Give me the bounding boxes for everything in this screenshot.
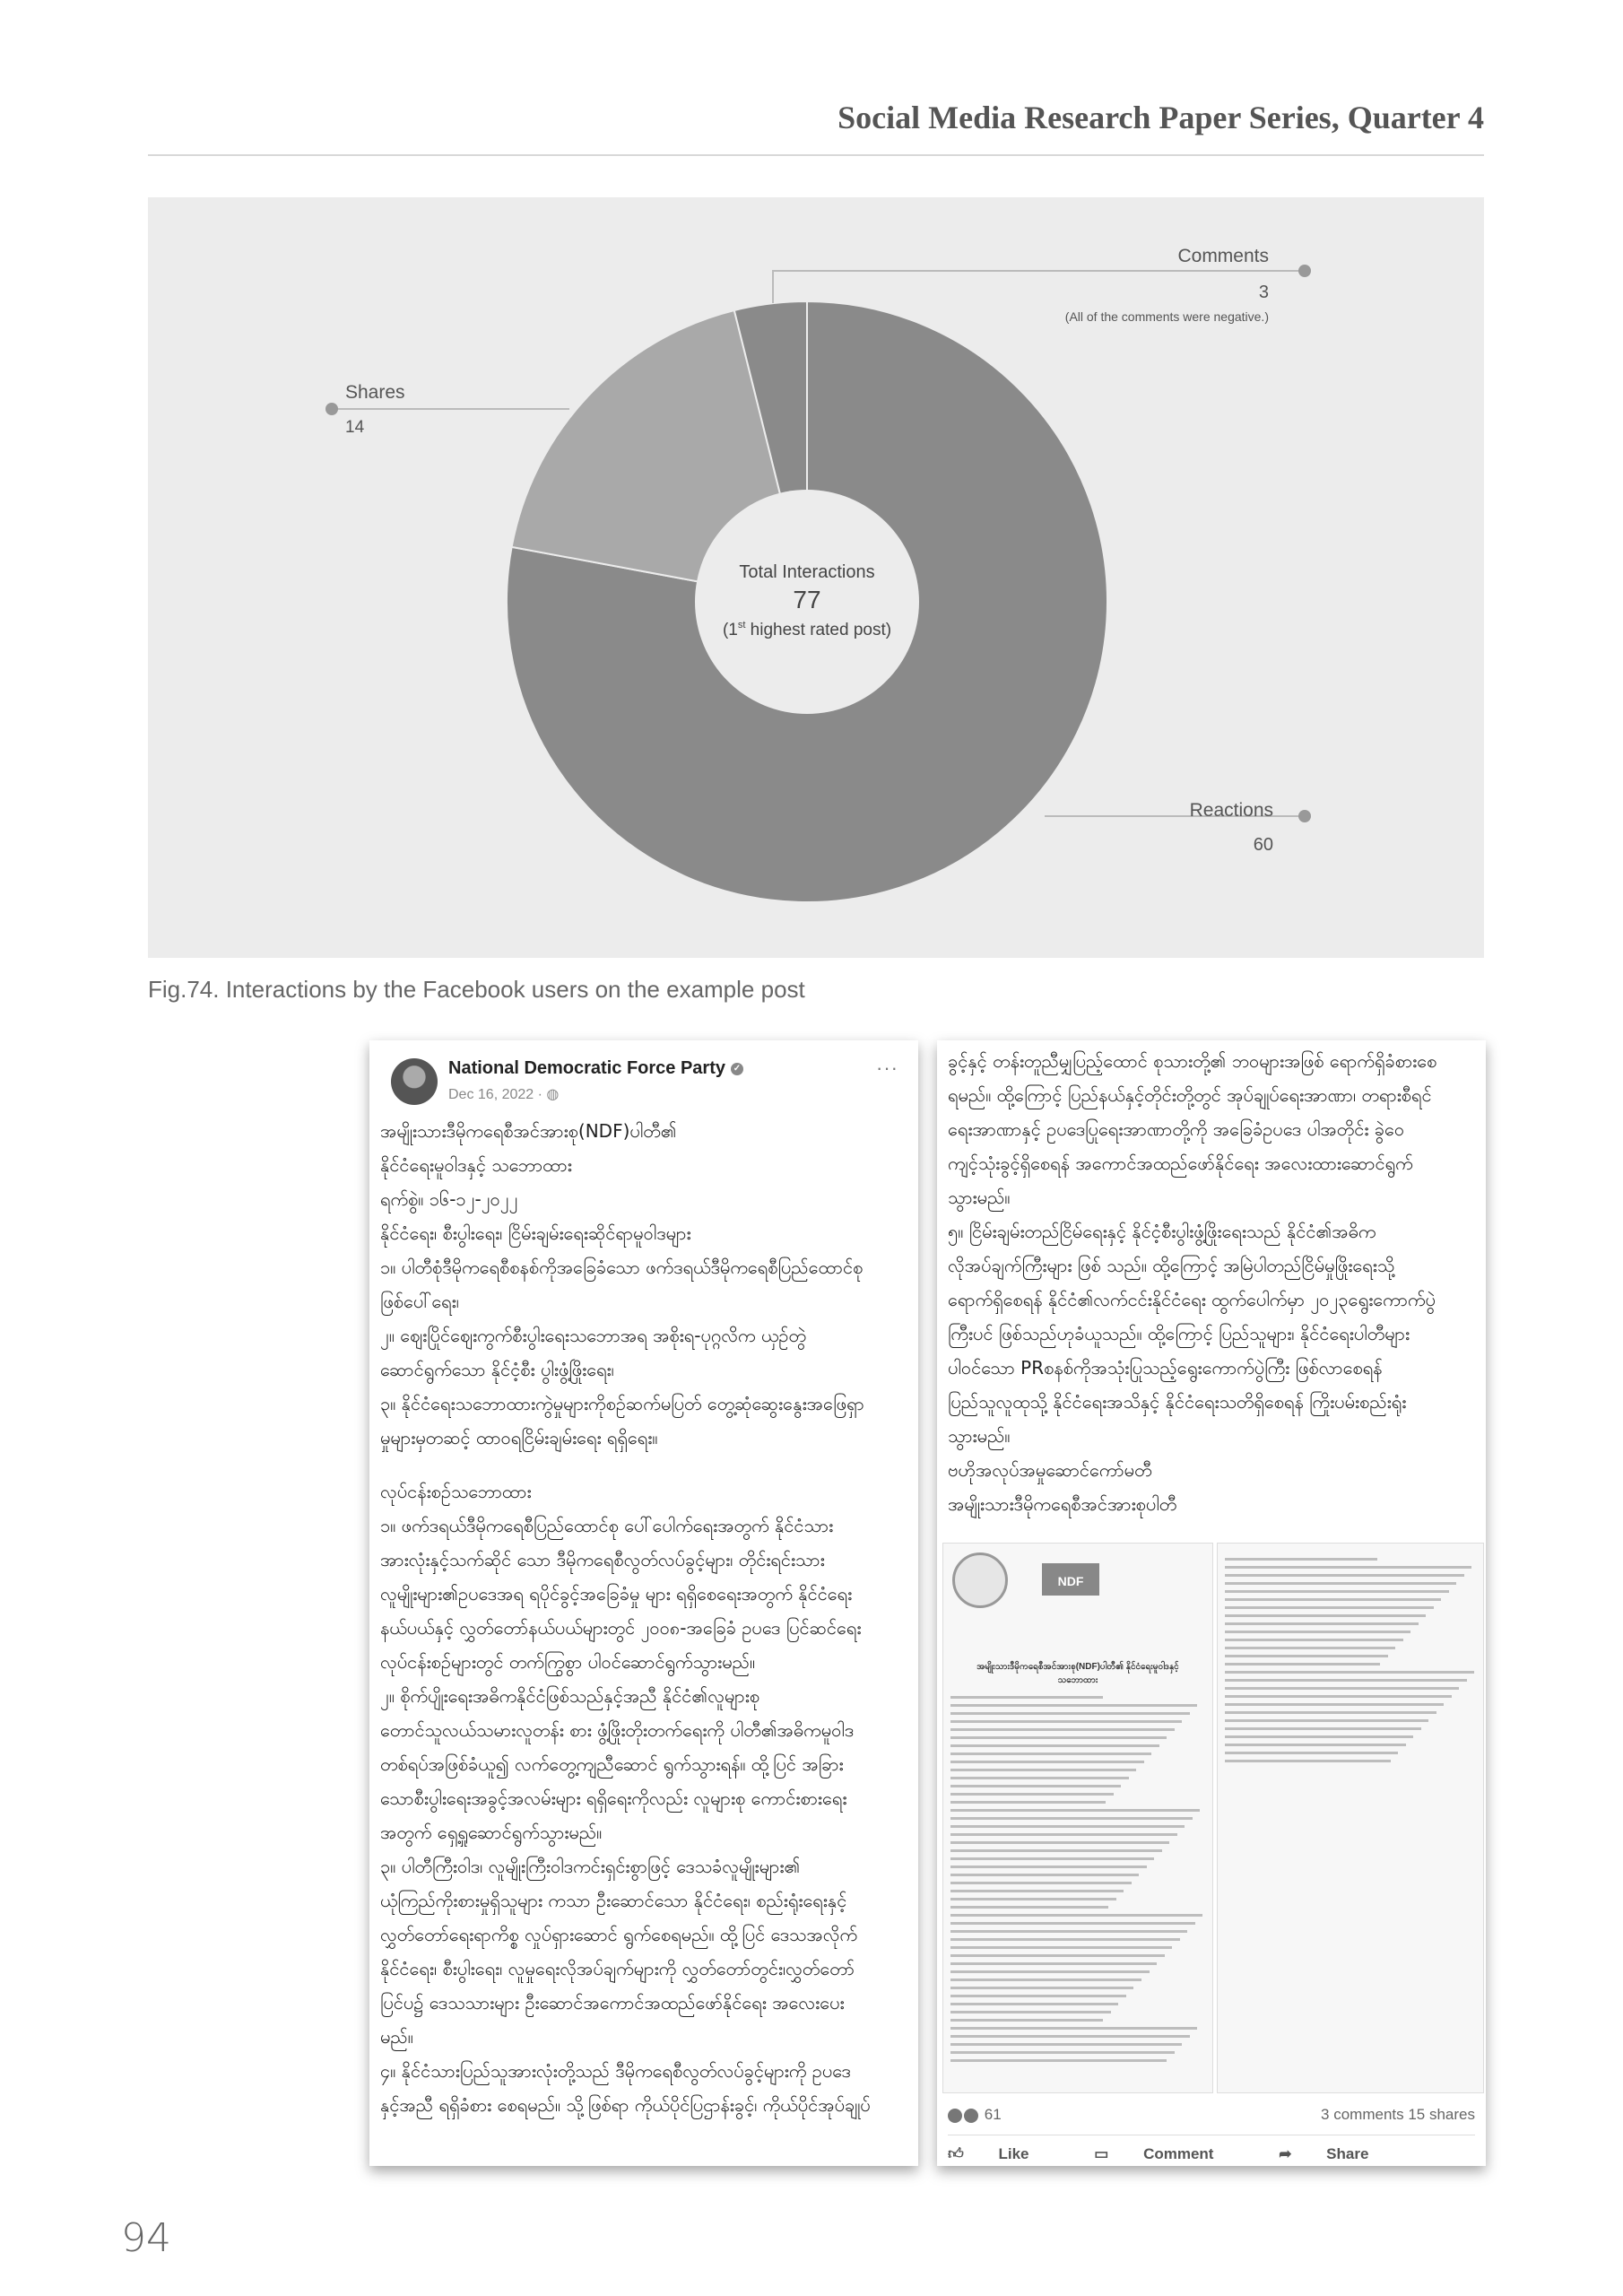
post-line: လွှတ်တော်ရေးရာကိစ္စ လှုပ်ရှားဆောင် ရွက်စေရမည်။ ထို့ပြင် ဒေသအလိုက်	[380, 1924, 858, 1945]
document-line	[950, 1761, 1144, 1763]
document-line	[950, 1906, 1108, 1909]
center-title: Total Interactions	[739, 562, 875, 582]
attached-document-image-1[interactable]	[942, 1543, 1213, 2093]
post-line: ၂။ စိုက်ပျိုးရေးအဓိကနိုင်ငံဖြစ်သည်နှင့်အညီ နိုင်ငံ၏လူများစု	[380, 1685, 760, 1707]
document-line	[950, 1825, 1185, 1828]
comment-icon: ▭	[1094, 2145, 1114, 2162]
post-date-text[interactable]: Dec 16, 2022 ·	[448, 1087, 547, 1102]
post-line: လုပ်ငန်းစဉ်သဘောထား	[380, 1481, 532, 1502]
post-author-name[interactable]: National Democratic Force Party	[448, 1058, 725, 1078]
post-line: ဖြစ်ပေါ်ရေး၊	[380, 1291, 459, 1312]
post-line: သွားမည်။	[948, 1187, 1011, 1208]
document-line	[950, 1857, 1154, 1860]
avatar[interactable]	[391, 1058, 438, 1105]
document-line	[1225, 1663, 1380, 1665]
document-line	[950, 1712, 1190, 1715]
document-line	[950, 2003, 1118, 2005]
post-actions	[948, 2135, 1475, 2163]
post-line: ယုံကြည်ကိုးစားမှုရှိသူများ ကသာ ဦးဆောင်သော နိုင်ငံရေး၊ စည်းရုံးရေးနှင့်	[380, 1890, 847, 1911]
ndf-logo: NDF	[1042, 1563, 1099, 1596]
post-line: အတွက် ရှေ့ရှုဆောင်ရွက်သွားမည်။	[380, 1822, 603, 1843]
document-title: အမျိုးသားဒီမိုကရေစီအင်အားစု(NDF)ပါတီ၏ နိုင်ငံရေးမူဝါဒနှင့် သဘောထား	[976, 1662, 1179, 1685]
document-line	[1225, 1703, 1444, 1706]
post-line: ပါဝင်သော PRစနစ်ကိုအသုံးပြုသည့်ရွေးကောက်ပွဲကြီး ဖြစ်လာစေရန်	[948, 1357, 1383, 1378]
document-line	[950, 1970, 1150, 1973]
post-line: ၄။ နိုင်ငံသားပြည်သူအားလုံးတို့သည် ဒီမိုကရေစီလွတ်လပ်ခွင့်များကို ဥပဒေ	[380, 2060, 851, 2082]
document-line	[950, 2027, 1197, 2030]
document-line	[950, 1898, 1116, 1900]
document-line	[1225, 1558, 1377, 1561]
document-line	[950, 1833, 1177, 1836]
more-options-icon[interactable]: ···	[876, 1057, 898, 1079]
center-rank: (1st highest rated post)	[722, 620, 892, 639]
document-line	[950, 1801, 1106, 1804]
interactions-chart	[148, 197, 1484, 958]
document-line	[950, 1728, 1175, 1731]
post-line: ပြည်သူလူထုသို့ နိုင်ငံရေးအသိနှင့် နိုင်ငံရေးသတိရှိစေရန် ကြိုးပမ်းစည်းရုံး	[948, 1391, 1407, 1413]
document-line	[1225, 1606, 1434, 1609]
rank-text: highest rated post)	[745, 621, 892, 639]
post-line: နိုင်ငံရေးမူဝါဒနှင့် သဘောထား	[380, 1154, 572, 1176]
callout-dot-reactions	[1298, 810, 1311, 822]
post-line: နယ်ပယ်နှင့် လွှတ်တော်နယ်ပယ်များတွင် ၂၀၀၈-အခြေခံ ဥပဒေ ပြင်ဆင်ရေး	[380, 1617, 862, 1639]
post-line: ၂။ ဈေးပြိုင်ဈေးကွက်စီးပွါးရေးသဘောအရ အစိုးရ-ပုဂ္ဂလိက ယှဉ်တွဲ	[380, 1325, 806, 1346]
document-line	[950, 2043, 1182, 2046]
post-header	[380, 1057, 909, 1110]
document-line	[950, 1696, 1103, 1699]
document-line	[950, 2051, 1175, 2054]
document-line	[950, 1979, 1141, 1981]
document-line	[1225, 1574, 1464, 1577]
running-header: Social Media Research Paper Series, Quarter 4	[838, 100, 1484, 135]
post-stats	[948, 2106, 1475, 2124]
comments-note: (All of the comments were negative.)	[1064, 309, 1269, 324]
document-line	[1225, 1679, 1467, 1682]
document-line	[950, 1866, 1147, 1868]
document-line	[1225, 1727, 1421, 1730]
post-line: ရောက်ရှိစေရန် နိုင်ငံ၏လက်ငင်းနိုင်ငံရေး ထွက်ပေါက်မှာ ၂၀၂၃ရွေးကောက်ပွဲ	[948, 1289, 1436, 1310]
post-line: လိုအပ်ချက်ကြီးများ ဖြစ် သည်။ ထို့ကြောင့် အမြဲပါတည်ငြိမ်မှုဖြိုးရေးသို့	[948, 1255, 1395, 1276]
label-comments: Comments	[1177, 246, 1269, 266]
post-line: ဆောင်ရွက်သော နိုင်ငံ့စီး ပွါးဖွံ့ဖြိုးရေး၊	[380, 1359, 614, 1380]
document-line	[1225, 1647, 1395, 1649]
post-line: အမျိုးသားဒီမိုကရေစီအင်အားစု(NDF)ပါတီ၏	[380, 1120, 677, 1142]
post-line: ခွင့်နှင့် တန်းတူညီမျှပြည့်ထောင် စုသားတို့၏ ဘဝများအဖြစ် ရောက်ရှိခံစားစေ	[948, 1050, 1437, 1072]
post-author[interactable]	[448, 1058, 743, 1079]
party-seal-image	[952, 1552, 1008, 1608]
post-line: သောစီးပွါးရေးအခွင့်အလမ်းများ ရရှိရေးကိုလည်း လူများစု ကောင်းစားရေး	[380, 1787, 847, 1809]
document-line	[950, 1922, 1195, 1925]
reaction-icon	[948, 2109, 962, 2123]
document-line	[950, 1962, 1157, 1965]
document-line	[1225, 1582, 1456, 1585]
document-line	[1225, 1566, 1471, 1569]
document-line	[950, 1914, 1202, 1917]
document-line	[950, 1874, 1139, 1876]
callout-dot-comments	[1298, 265, 1311, 277]
post-line: မည်။	[380, 2026, 413, 2048]
callout-line-comments	[773, 271, 1305, 303]
document-line	[950, 1704, 1197, 1707]
facebook-post-panel-right	[937, 1040, 1486, 2166]
document-line	[950, 2011, 1111, 2013]
document-line	[1225, 1744, 1406, 1746]
thumbs-up-icon: 👍︎	[948, 2145, 968, 2162]
document-line	[950, 2019, 1103, 2022]
reaction-count[interactable]: 61	[984, 2106, 1002, 2123]
post-line: ၅။ ငြိမ်းချမ်းတည်ငြိမ်ရေးနှင့် နိုင်ငံ့စီးပွါးဖွံ့ဖြိုးရေးသည် နိုင်ငံ၏အဓိက	[948, 1221, 1376, 1242]
like-button[interactable]	[948, 2145, 1060, 2162]
document-line	[950, 1954, 1165, 1957]
document-line	[950, 1890, 1124, 1892]
post-date[interactable]	[448, 1085, 559, 1103]
document-line	[950, 1930, 1187, 1933]
document-line	[950, 1849, 1162, 1852]
comment-label: Comment	[1143, 2145, 1214, 2162]
document-line	[1225, 1760, 1391, 1762]
post-line: ရေးအာဏာနှင့် ဥပဒေပြုရေးအာဏာတို့ကို အခြေခံဥပဒေ ပါအတိုင်း ခွဲဝေ	[948, 1118, 1405, 1140]
document-line	[1225, 1695, 1452, 1698]
share-button[interactable]	[1279, 2145, 1399, 2162]
post-line: တစ်ရပ်အဖြစ်ခံယူ၍ လက်တွေ့ကျညီဆောင် ရွက်သွားရန်။ ထို့ပြင် အခြား	[380, 1753, 844, 1775]
post-body-continued	[948, 1044, 1479, 1521]
attached-document-image-2[interactable]	[1217, 1543, 1484, 2093]
post-line: ပြင်ပ၌ ဒေသသားများ ဦးဆောင်အကောင်အထည်ဖော်နိုင်ရေး အလေးပေး	[380, 1992, 845, 2013]
share-label: Share	[1326, 2145, 1369, 2162]
post-body	[380, 1114, 909, 2122]
document-line	[1225, 1622, 1419, 1625]
document-line	[1225, 1711, 1436, 1714]
post-line: ၃။ ပါတီကြီး၀ါဒ၊ လူမျိုးကြီး၀ါဒကင်းရှင်းစွာဖြင့် ဒေသခံလူမျိုးများ၏	[380, 1856, 801, 1877]
document-line	[950, 1882, 1132, 1884]
figure-caption: Fig.74. Interactions by the Facebook users on the example post	[148, 976, 805, 1003]
post-line: ဗဟိုအလုပ်အမှုဆောင်ကော်မတီ	[948, 1459, 1152, 1481]
document-text-lines	[950, 1696, 1205, 2067]
document-line	[1225, 1719, 1428, 1722]
post-line: ကျင့်သုံးခွင့်ရှိစေရန် အကောင်အထည်ဖော်နိုင်ရေး အလေးထားဆောင်ရွက်	[948, 1152, 1413, 1174]
document-line	[950, 1995, 1126, 1997]
post-line: ရက်စွဲ။ ၁၆-၁၂-၂၀၂၂	[380, 1188, 518, 1210]
callout-dot-shares	[325, 403, 338, 415]
document-line	[950, 1987, 1133, 1989]
post-line: ၁။ ဖက်ဒရယ်ဒီမိုကရေစီပြည်ထောင်စု ပေါ်ပေါက်ရေးအတွက် နိုင်ငံသား	[380, 1515, 834, 1536]
donut-chart-svg	[148, 197, 1484, 958]
value-shares: 14	[345, 418, 365, 437]
post-line: လူမျိုးများ၏ဥပဒေအရ ရပိုင်ခွင့်အခြေခံမှု များ ရရှိစေရေးအတွက် နိုင်ငံရေး	[380, 1583, 853, 1605]
document-line	[950, 1841, 1169, 1844]
share-icon: ➦	[1279, 2145, 1297, 2162]
like-label: Like	[998, 2145, 1029, 2162]
document-line	[1225, 1598, 1441, 1601]
document-line	[950, 1938, 1180, 1941]
facebook-post-panel-left	[369, 1040, 918, 2166]
document-line	[950, 1785, 1121, 1787]
document-line	[1225, 1655, 1388, 1657]
document-line	[1225, 1614, 1426, 1617]
post-line: ရမည်။ ထို့ကြောင့် ပြည်နယ်နှင့်တိုင်းတို့တွင် အုပ်ချုပ်ရေးအာဏာ၊ တရားစီရင်	[948, 1084, 1432, 1106]
post-line: သွားမည်။	[948, 1425, 1011, 1447]
rank-number: 1	[728, 621, 738, 639]
document-line	[950, 1752, 1151, 1755]
post-line: နှင့်အညီ ရရှိခံစား စေရမည်။ သို့ဖြစ်ရာ ကိုယ်ပိုင်ပြဌာန်းခွင့်၊ ကိုယ်ပိုင်အုပ်ချုပ်	[380, 2094, 871, 2116]
post-line: ကြီးပင် ဖြစ်သည်ဟုခံယူသည်။ ထို့ကြောင့် ပြည်သူများ၊ နိုင်ငံရေးပါတီများ	[948, 1323, 1410, 1344]
label-shares: Shares	[345, 382, 405, 403]
globe-icon: ◍	[546, 1087, 560, 1102]
post-line: လုပ်ငန်းစဉ်များတွင် တက်ကြွစွာ ပါဝင်ဆောင်ရွက်သွားမည်။	[380, 1651, 756, 1673]
page-number: 94	[121, 2215, 171, 2261]
document-line	[950, 1809, 1200, 1812]
label-reactions: Reactions	[1189, 800, 1273, 821]
comment-button[interactable]	[1094, 2145, 1244, 2162]
document-text-lines	[1225, 1558, 1480, 1768]
value-comments: 3	[1258, 283, 1269, 302]
document-line	[950, 1736, 1167, 1739]
document-line	[950, 1817, 1193, 1820]
document-line	[950, 1946, 1172, 1949]
document-line	[1225, 1752, 1398, 1754]
post-line: နိုင်ငံရေး၊ စီးပွါးရေး၊ ငြိမ်းချမ်းရေးဆိုင်ရာမူဝါဒများ	[380, 1222, 691, 1244]
document-line	[950, 2035, 1190, 2038]
document-line	[1225, 1631, 1410, 1633]
document-line	[950, 2059, 1167, 2062]
document-line	[950, 1793, 1114, 1796]
post-line: တောင်သူလယ်သမားလူတန်း စား ဖွံ့ဖြိုးတိုးတက်ရေးကို ပါတီ၏အဓိကမူဝါဒ	[380, 1719, 855, 1741]
reaction-icon	[964, 2109, 978, 2123]
document-line	[1225, 1687, 1459, 1690]
value-reactions: 60	[1253, 835, 1273, 855]
document-line	[1225, 1639, 1403, 1641]
post-line: မှုများမှတဆင့် ထာဝရငြိမ်းချမ်းရေး ရရှိရေး။	[380, 1427, 658, 1448]
post-line: အားလုံးနှင့်သက်ဆိုင် သော ဒီမိုကရေစီလွတ်လပ်ခွင့်များ၊ တိုင်းရင်းသား	[380, 1549, 825, 1570]
document-line	[1225, 1590, 1449, 1593]
post-line: နိုင်ငံရေး၊ စီးပွါးရေး၊ လူမှုရေးလိုအပ်ချက်များကို လွှတ်တော်တွင်း၊လွှတ်တော်	[380, 1958, 855, 1979]
comments-shares-count[interactable]: 3 comments 15 shares	[1321, 2106, 1475, 2123]
header-rule	[148, 154, 1484, 156]
center-total: 77	[793, 586, 821, 613]
document-line	[950, 1777, 1129, 1779]
post-line: ၁။ ပါတီစုံဒီမိုကရေစီစနစ်ကိုအခြေခံသော ဖက်ဒရယ်ဒီမိုကရေစီပြည်ထောင်စု	[380, 1257, 864, 1278]
verified-icon: ✓	[731, 1063, 743, 1075]
document-line	[1225, 1735, 1413, 1738]
document-line	[1225, 1671, 1474, 1674]
rank-suffix: st	[737, 620, 746, 631]
post-line: ၃။ နိုင်ငံရေးသဘောထားကွဲမှုများကိုစဉ်ဆက်မပြတ် တွေ့ဆုံဆွေးနွေးအဖြေရှာ	[380, 1393, 864, 1414]
document-line	[950, 1744, 1159, 1747]
document-line	[950, 1769, 1136, 1771]
post-line: အမျိုးသားဒီမိုကရေစီအင်အားစုပါတီ	[948, 1493, 1177, 1515]
document-line	[950, 1720, 1182, 1723]
